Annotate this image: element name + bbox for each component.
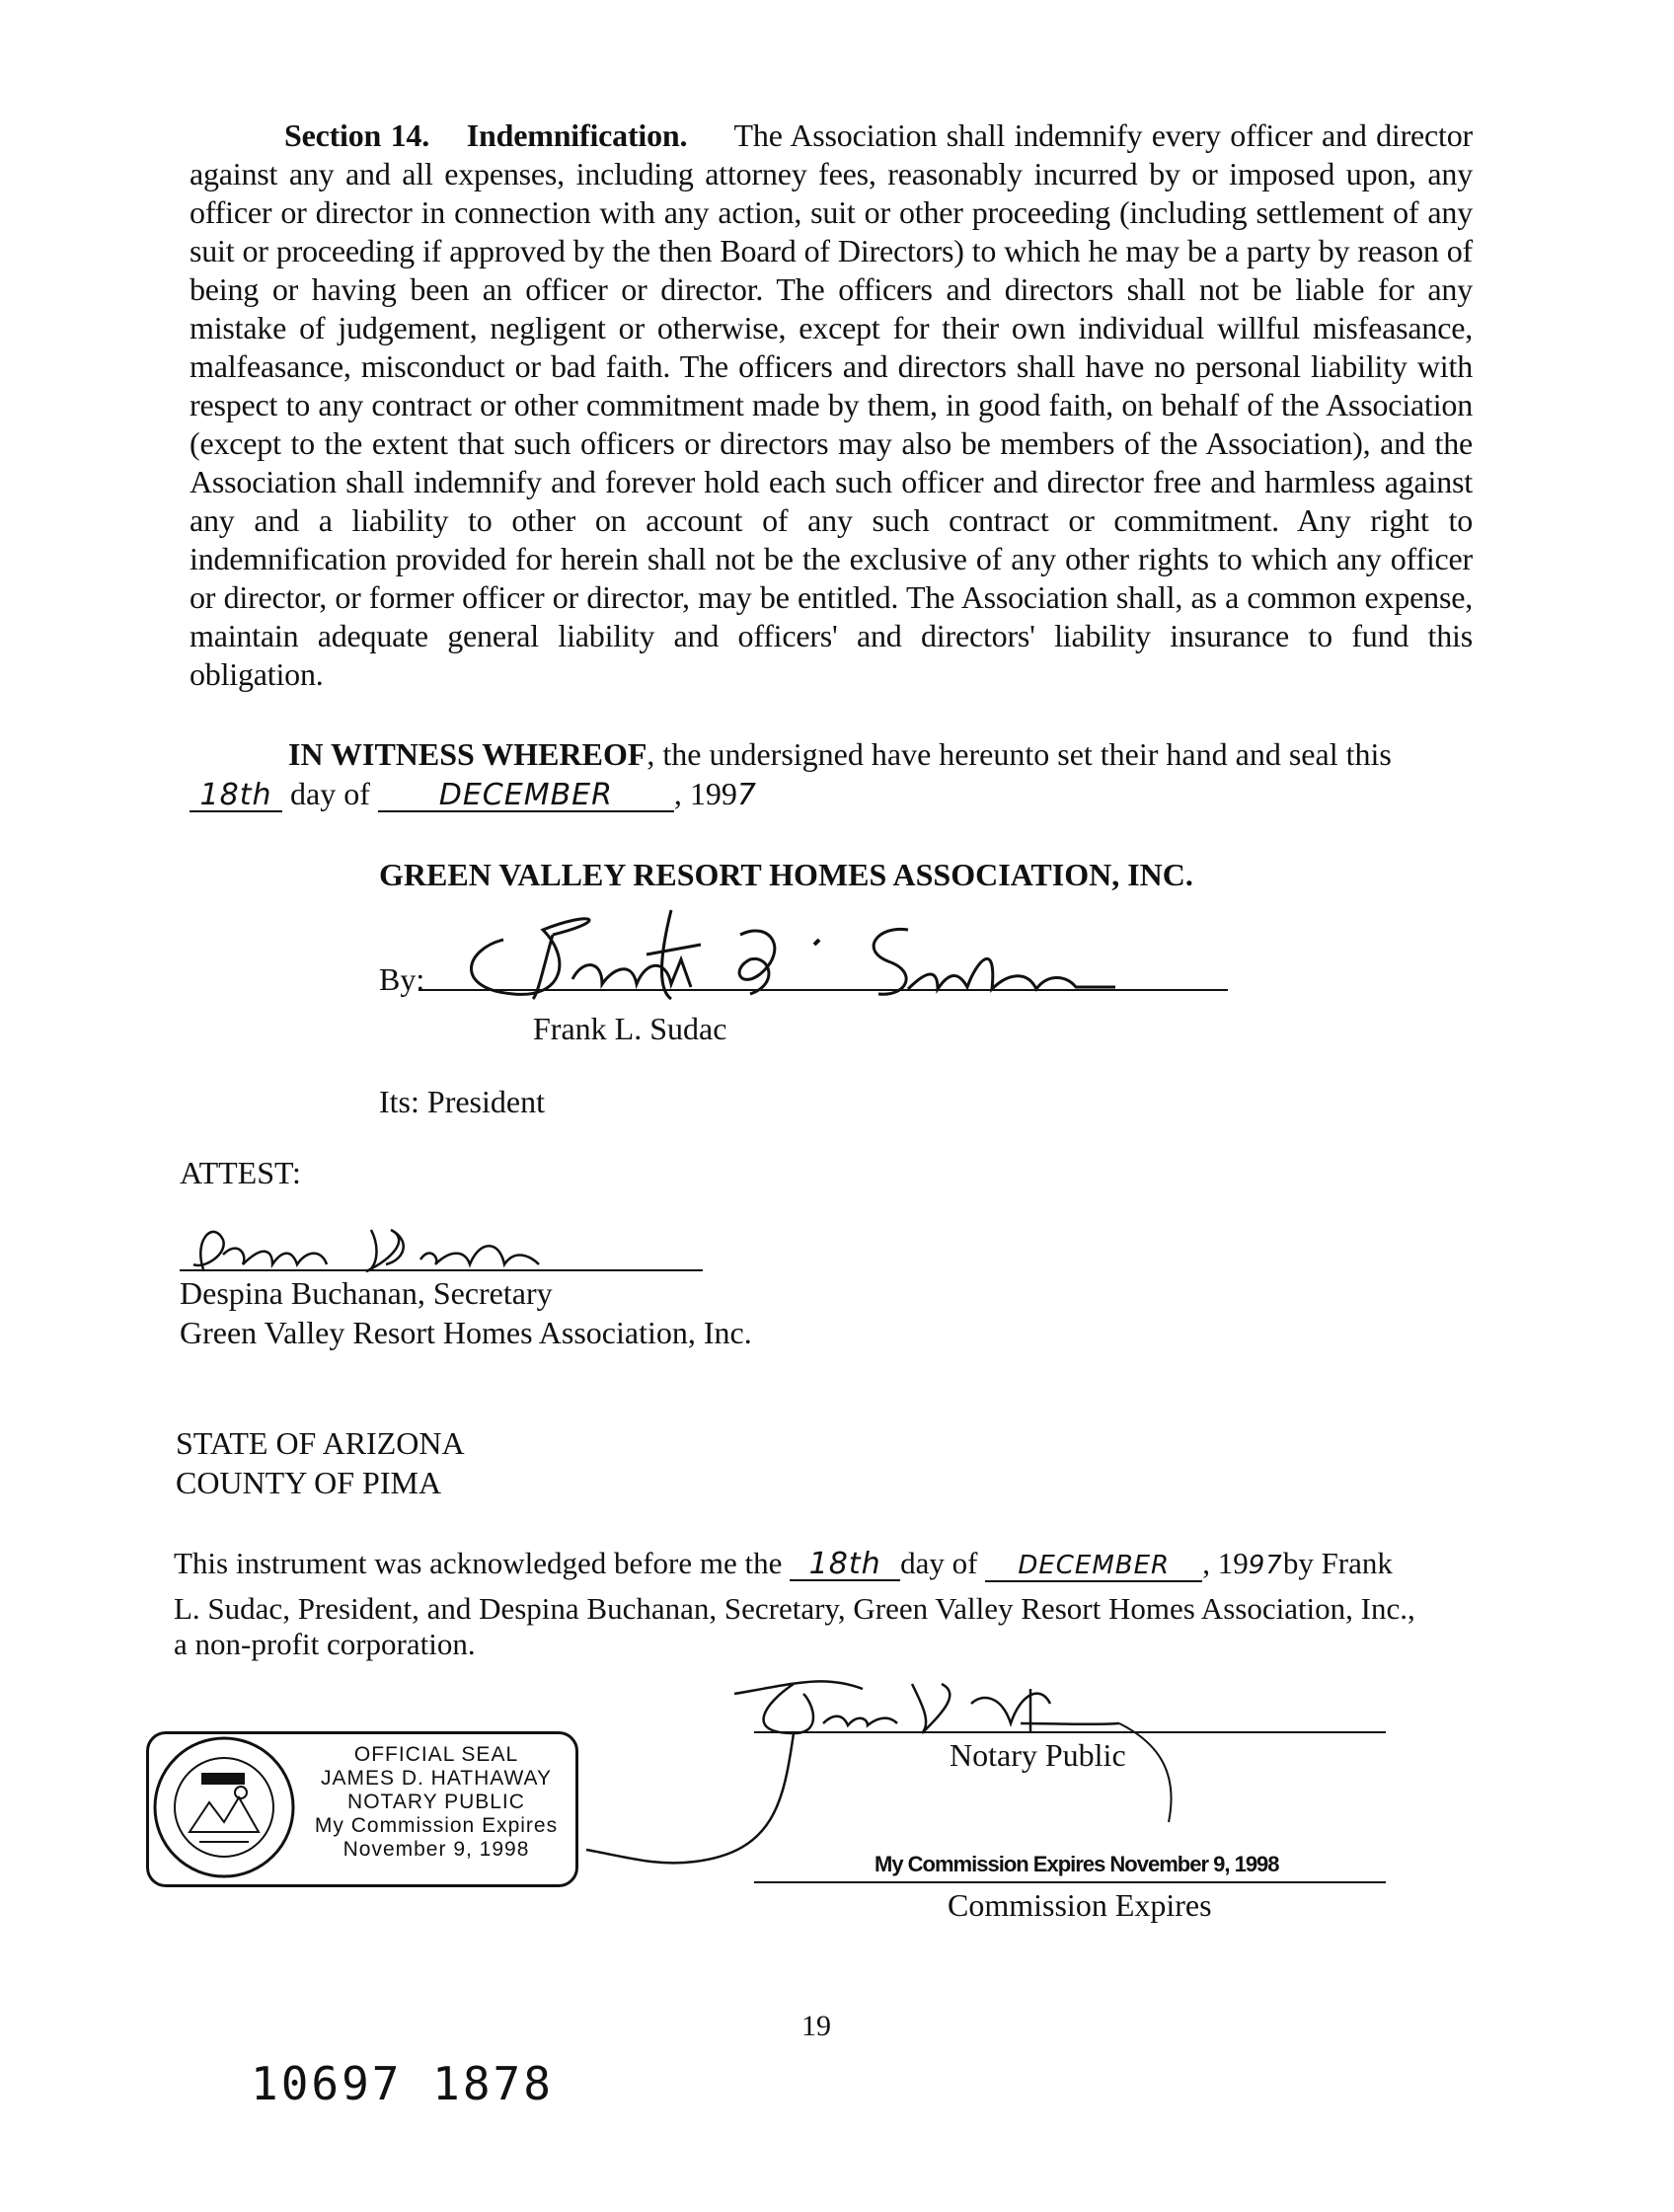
official-seal-text	[308, 1743, 565, 1862]
notary-signature-line	[754, 1731, 1386, 1733]
section-14-paragraph	[190, 116, 1473, 694]
attest-org-line: Green Valley Resort Homes Association, Inc.	[180, 1315, 752, 1350]
witness-month-handwritten: DECEMBER	[378, 781, 674, 812]
signer-title: Its: President	[379, 1084, 545, 1119]
attest-label: ATTEST:	[180, 1155, 301, 1190]
acknowledgment-line-2: L. Sudac, President, and Despina Buchanan, Secretary, Green Valley Resort Homes Association, Inc.,	[174, 1591, 1415, 1626]
ack-prefix: This instrument was acknowledged before me the	[174, 1546, 783, 1580]
seal-line-3: NOTARY PUBLIC	[347, 1791, 525, 1813]
ack-suffix: by Frank	[1282, 1546, 1393, 1580]
signer-name: Frank L. Sudac	[533, 1011, 727, 1046]
ack-year-prefix: , 19	[1202, 1546, 1249, 1580]
seal-line-5: November 9, 1998	[342, 1838, 530, 1861]
document-number: 10697 1878	[251, 2057, 554, 2110]
commission-expires-stamp: My Commission Expires November 9, 1998	[875, 1852, 1279, 1876]
witness-year-prefix: , 199	[673, 776, 737, 811]
president-signature	[444, 900, 1115, 1019]
association-name: GREEN VALLEY RESORT HOMES ASSOCIATION, INC.	[379, 857, 1193, 892]
section-body: The Association shall indemnify every officer and director against any and all expenses, including attorney fees, reasonably incurred by or imposed upon, any officer or director in connection with any action, suit or other proceeding (including settlement of any suit or proceeding if approved by the then Board of Directors) to which he may be a party by reason of being or having been an officer or director. The officers and directors shall not be liable for any mistake of judgement, negligent or otherwise, except for their own individual willful misfeasance, malfeasance, misconduct or bad faith. The officers and directors shall have no personal liability with respect to any contract or other commitment made by them, in good faith, on behalf of the Association (except to the extent that such officers or directors may also be members of the Association), and the Association shall indemnify and forever hold each such officer and director free and harmless against any and a liability to other on account of any such contract or commitment. Any right to indemnification provided for herein shall not be the exclusive of any other rights to which any officer or director, or former officer or director, may be entitled. The Association shall, as a common expense, maintain adequate general liability and officers' and directors' liability insurance to fund this obligation.	[190, 117, 1473, 692]
ack-year-digit: 97	[1248, 1551, 1283, 1580]
seal-line-1: OFFICIAL SEAL	[353, 1743, 519, 1766]
acknowledgment-line-3: a non-profit corporation.	[174, 1627, 476, 1661]
witness-clause	[190, 734, 1473, 815]
witness-text: , the undersigned have hereunto set their hand and seal this	[647, 736, 1392, 772]
ack-month-handwritten: DECEMBER	[985, 1551, 1202, 1582]
secretary-signature-line	[180, 1269, 703, 1271]
commission-label: Commission Expires	[948, 1887, 1212, 1923]
state-seal-emblem	[150, 1733, 298, 1881]
page-number: 19	[801, 2010, 831, 2042]
ack-day-handwritten: 18th	[790, 1550, 900, 1581]
section-title: Indemnification.	[466, 117, 688, 153]
witness-lead: IN WITNESS WHEREOF	[288, 736, 647, 772]
by-label: By:	[379, 961, 425, 997]
seal-line-2: JAMES D. HATHAWAY	[320, 1767, 552, 1790]
witness-day-handwritten: 18th	[190, 781, 282, 812]
witness-year-digit: 7	[736, 778, 757, 812]
county-line: COUNTY OF PIMA	[176, 1465, 442, 1500]
acknowledgment-line-1	[174, 1546, 1393, 1583]
ack-day-of: day of	[900, 1546, 978, 1580]
notary-label: Notary Public	[950, 1737, 1126, 1773]
state-line: STATE OF ARIZONA	[176, 1425, 465, 1461]
seal-line-4: My Commission Expires	[314, 1814, 559, 1837]
witness-day-of: day of	[290, 776, 370, 811]
secretary-line: Despina Buchanan, Secretary	[180, 1275, 553, 1311]
commission-line	[754, 1881, 1386, 1883]
section-number: Section 14.	[284, 117, 429, 153]
